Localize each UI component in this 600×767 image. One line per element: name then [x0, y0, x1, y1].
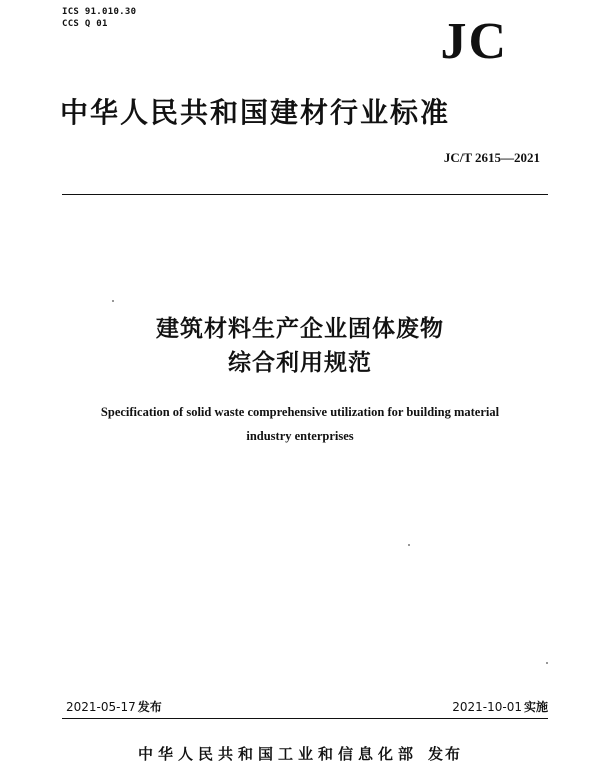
implement-date: 2021-10-01: [452, 700, 522, 714]
issue-date-line: [66, 698, 162, 715]
issue-date: 2021-05-17: [66, 700, 136, 714]
standard-number: JC/T 2615—2021: [443, 150, 540, 165]
title-en-line-1: Specification of solid waste comprehensive utilization for building material: [100, 405, 500, 419]
publisher-line: [0, 744, 600, 764]
issue-label: 发布: [137, 700, 162, 714]
category-mark: JC: [440, 13, 508, 70]
scan-speck: [112, 300, 114, 302]
classification-codes: [62, 6, 136, 30]
ics-code: ICS 91.010.30: [62, 7, 137, 17]
header-divider: [62, 194, 548, 195]
footer-divider: [62, 718, 548, 719]
scan-speck: [546, 662, 548, 664]
implement-date-line: [452, 698, 548, 715]
title-cn-line-1: 建筑材料生产企业固体废物: [156, 316, 444, 342]
standard-authority-heading: 中华人民共和国建材行业标准: [60, 96, 451, 129]
title-cn-line-2: 综合利用规范: [228, 350, 372, 376]
publisher-action: 发布: [428, 745, 463, 763]
publisher-organization: 中华人民共和国工业和信息化部: [137, 745, 418, 763]
ccs-code: CCS Q 01: [62, 19, 108, 29]
scan-speck: [408, 544, 410, 546]
implement-label: 实施: [523, 700, 548, 714]
title-en-line-2: industry enterprises: [246, 429, 354, 443]
